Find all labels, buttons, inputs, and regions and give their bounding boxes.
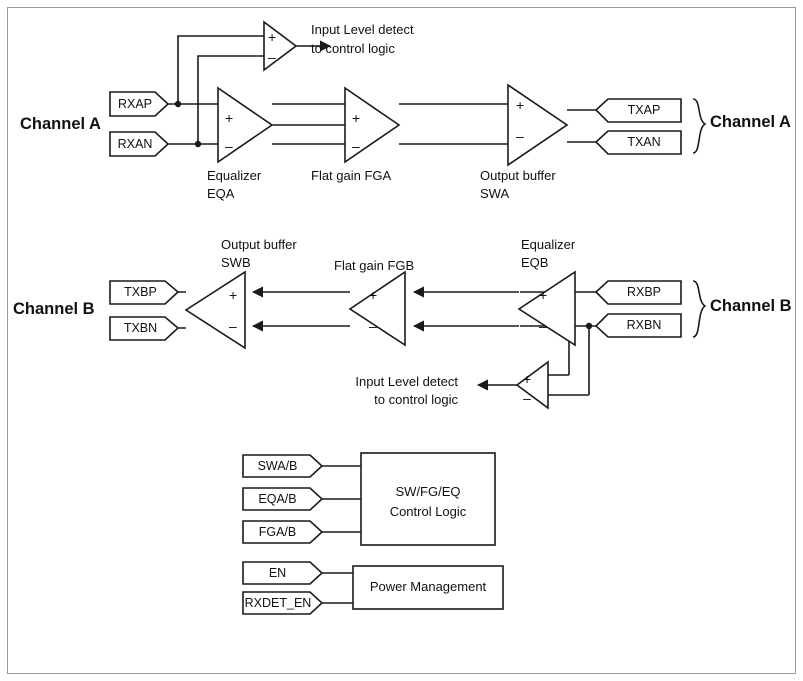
flat-gain-a-label: Flat gain FGA — [311, 168, 392, 183]
pin-label-rxbn: RXBN — [626, 318, 662, 332]
brace-channel-b — [693, 281, 705, 337]
sign-plus-eqb: + — [539, 287, 548, 303]
output-buffer-a-label-line2: SWA — [480, 186, 510, 201]
pin-label-txap: TXAP — [627, 103, 661, 117]
sign-minus-fgb: – — [369, 318, 377, 334]
sign-plus-detect-a: + — [268, 29, 277, 45]
sign-minus-detect-a: – — [268, 49, 276, 65]
control-logic-label-line2: Control Logic — [389, 504, 467, 519]
junction-dot — [175, 101, 181, 107]
sign-plus-fgb: + — [369, 287, 378, 303]
output-buffer-a-label-line1: Output buffer — [480, 168, 556, 183]
pin-label-rxbp: RXBP — [626, 285, 662, 299]
sign-minus-eqa: – — [225, 138, 233, 154]
pin-label-txbp: TXBP — [124, 285, 157, 299]
pin-label-txan: TXAN — [627, 135, 661, 149]
output-buffer-b-shape — [186, 272, 245, 348]
sign-minus-swb: – — [229, 318, 237, 334]
level-detect-b-line1: Input Level detect — [355, 374, 458, 389]
channel-b-label-right: Channel B — [710, 297, 792, 315]
pin-label-txbn: TXBN — [123, 321, 158, 335]
sign-plus-eqa: + — [225, 110, 234, 126]
brace-channel-a — [693, 99, 705, 153]
equalizer-a-label-line2: EQA — [207, 186, 235, 201]
pin-label-en: EN — [268, 566, 287, 580]
equalizer-b-label-line2: EQB — [521, 255, 549, 270]
sign-plus-swb: + — [229, 287, 238, 303]
sign-plus-detect-b: + — [523, 371, 532, 387]
equalizer-b-label-line1: Equalizer — [521, 237, 576, 252]
level-detect-a-line1: Input Level detect — [311, 22, 414, 37]
output-buffer-b-label-line1: Output buffer — [221, 237, 297, 252]
sign-minus-eqb: – — [539, 318, 547, 334]
channel-a-label-left: Channel A — [20, 115, 101, 133]
equalizer-b-shape — [519, 272, 575, 345]
equalizer-a-label-line1: Equalizer — [207, 168, 262, 183]
level-detect-b-line2: to control logic — [374, 392, 458, 407]
sign-plus-swa: + — [516, 97, 525, 113]
junction-dot — [195, 141, 201, 147]
sign-plus-fga: + — [352, 110, 361, 126]
pin-label-rxan: RXAN — [117, 137, 153, 151]
sign-minus-swa: – — [516, 128, 524, 144]
channel-a-label-right: Channel A — [710, 113, 791, 131]
pin-label-rxap: RXAP — [117, 97, 153, 111]
control-logic-label-line1: SW/FG/EQ — [395, 484, 461, 499]
pin-label-eqa-b: EQA/B — [258, 492, 297, 506]
flat-gain-b-shape — [350, 272, 405, 345]
pin-label-swa-b: SWA/B — [257, 459, 298, 473]
channel-b-label-left: Channel B — [13, 300, 95, 318]
sign-minus-fga: – — [352, 138, 360, 154]
sign-minus-detect-b: – — [523, 390, 531, 406]
flat-gain-b-label: Flat gain FGB — [334, 258, 415, 273]
level-detect-a-line2: to control logic — [311, 41, 395, 56]
pin-label-rxdet-en: RXDET_EN — [244, 596, 312, 610]
pin-label-fga-b: FGA/B — [258, 525, 297, 539]
power-management-label: Power Management — [369, 579, 487, 594]
output-buffer-b-label-line2: SWB — [221, 255, 251, 270]
level-detect-amp-b — [517, 362, 548, 408]
